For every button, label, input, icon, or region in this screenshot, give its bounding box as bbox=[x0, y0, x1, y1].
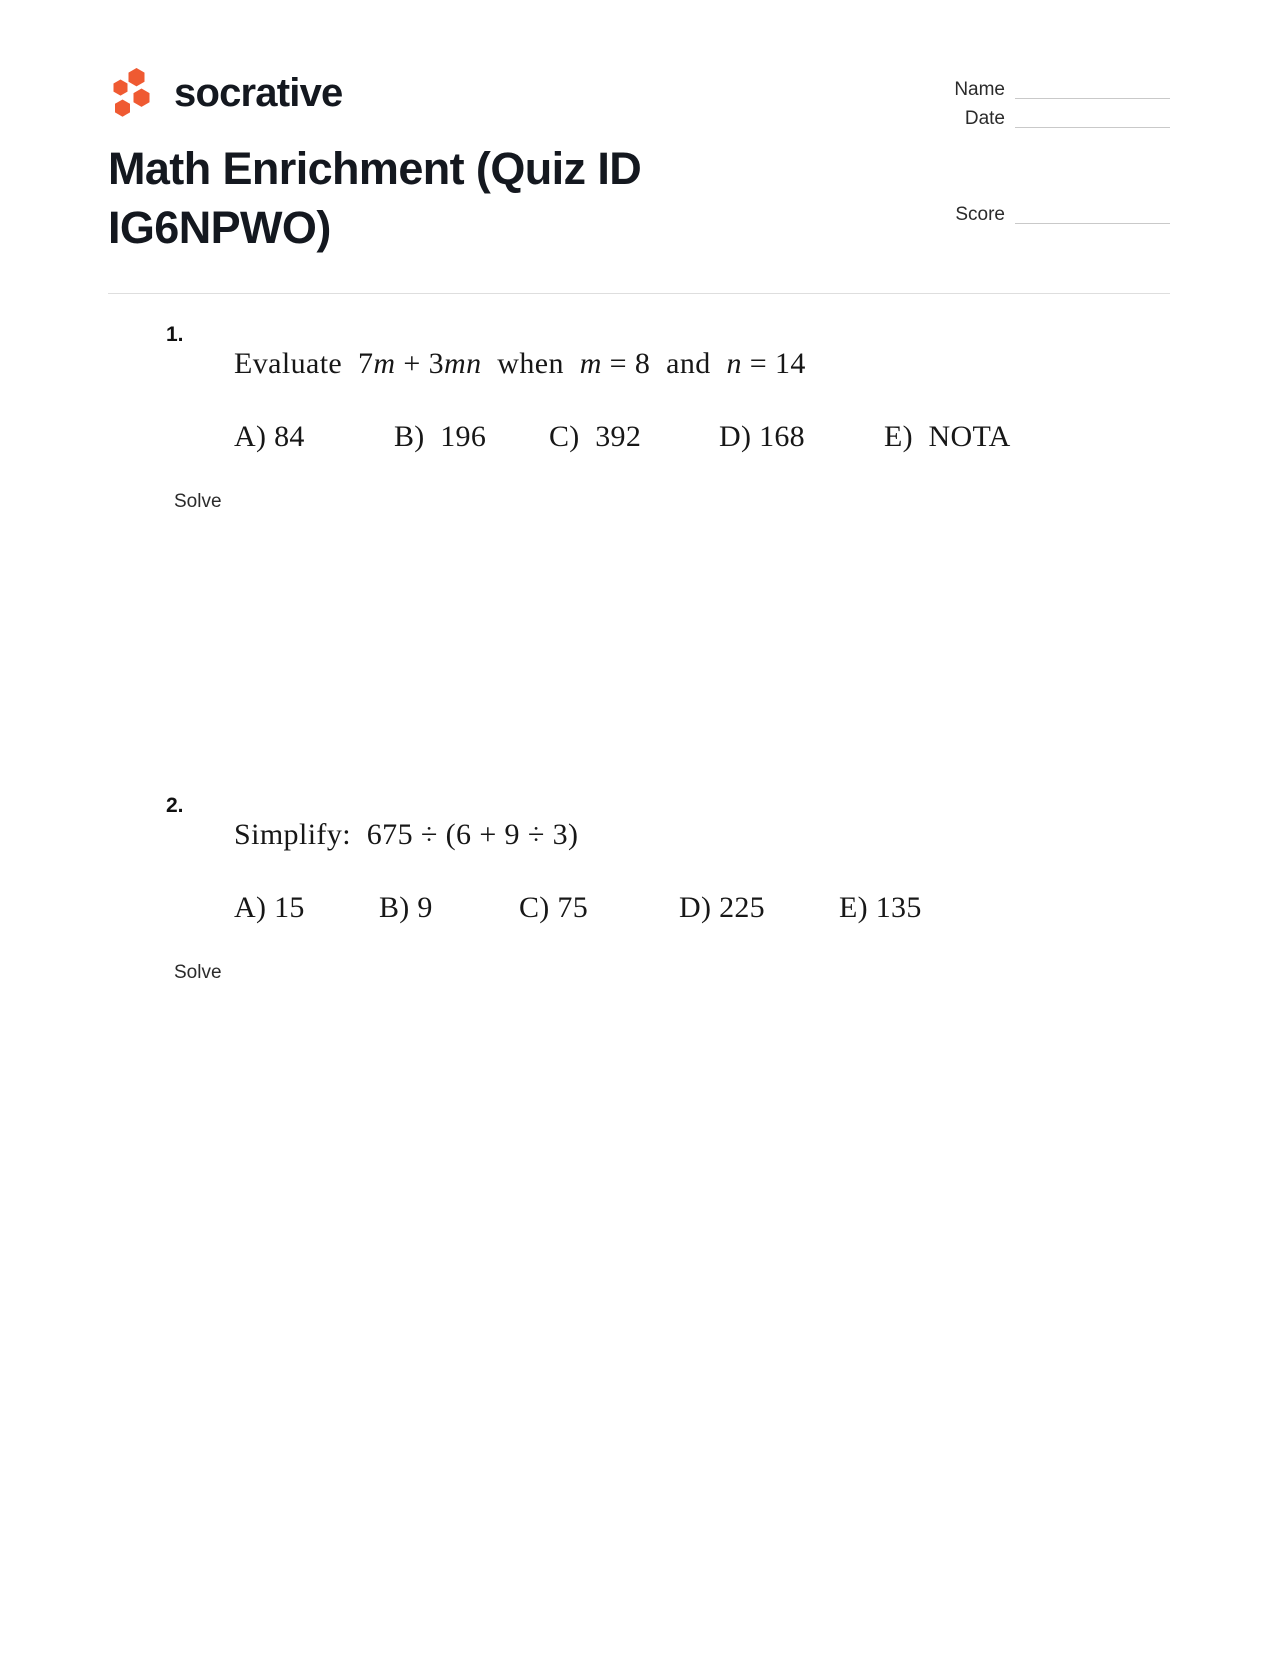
meta-spacer bbox=[920, 131, 1170, 198]
socrative-wordmark: socrative bbox=[174, 71, 343, 115]
page-header bbox=[0, 0, 1275, 227]
answer-workspace[interactable] bbox=[234, 513, 1170, 795]
question-item bbox=[108, 795, 1170, 1264]
prompt-when: when bbox=[497, 346, 564, 380]
option-letter-e: E) bbox=[884, 419, 913, 453]
student-info-block bbox=[920, 73, 1170, 227]
page-title: Math Enrichment (Quiz ID IG6NPWO) bbox=[108, 143, 642, 254]
option-letter-c: C) bbox=[549, 419, 580, 453]
questions-list bbox=[0, 324, 1275, 1264]
option-value-e: NOTA bbox=[928, 419, 1011, 453]
score-field-label: Score bbox=[955, 204, 1005, 225]
option-letter-b: B) bbox=[379, 890, 410, 924]
question-prompt bbox=[234, 346, 1170, 382]
option-value-b: 196 bbox=[440, 419, 487, 453]
prompt-coef-1: 7 bbox=[357, 346, 374, 380]
solve-label: Solve bbox=[174, 961, 222, 983]
date-field-row bbox=[920, 102, 1170, 131]
question-number: 2. bbox=[166, 793, 184, 817]
answer-option-e[interactable] bbox=[839, 890, 922, 926]
answer-option-d[interactable] bbox=[679, 890, 839, 926]
prompt-lead: Evaluate bbox=[234, 346, 343, 380]
answer-workspace[interactable] bbox=[234, 984, 1170, 1264]
prompt-var-m-2: m bbox=[579, 346, 602, 380]
option-value-d: 168 bbox=[759, 419, 805, 453]
solve-label: Solve bbox=[174, 490, 222, 512]
name-field-label: Name bbox=[954, 79, 1005, 100]
prompt-and: and bbox=[666, 346, 711, 380]
option-value-a: 15 bbox=[274, 890, 305, 924]
option-letter-c: C) bbox=[519, 890, 550, 924]
option-letter-e: E) bbox=[839, 890, 868, 924]
question-body bbox=[166, 324, 1170, 795]
option-value-d: 225 bbox=[719, 890, 765, 924]
prompt-plus: + bbox=[403, 346, 421, 380]
prompt-lead: Simplify: bbox=[234, 817, 351, 851]
date-field-input-line[interactable] bbox=[1015, 127, 1170, 128]
socrative-logo bbox=[108, 67, 342, 119]
socrative-hexagons-logo-icon bbox=[108, 67, 160, 119]
prompt-m-value: = 8 bbox=[609, 346, 651, 380]
answer-options bbox=[234, 419, 1170, 455]
question-prompt bbox=[234, 817, 1170, 853]
score-field-row bbox=[920, 198, 1170, 227]
question-number: 1. bbox=[166, 322, 184, 346]
name-field-row bbox=[920, 73, 1170, 102]
name-field-input-line[interactable] bbox=[1015, 98, 1170, 99]
prompt-var-mn: mn bbox=[444, 346, 482, 380]
answer-option-b[interactable] bbox=[379, 890, 519, 926]
option-value-a: 84 bbox=[274, 419, 305, 453]
answer-options bbox=[234, 890, 1170, 926]
answer-option-e[interactable] bbox=[884, 419, 1011, 455]
option-letter-b: B) bbox=[394, 419, 425, 453]
prompt-expression: 675 ÷ (6 + 9 ÷ 3) bbox=[366, 817, 579, 851]
answer-option-a[interactable] bbox=[234, 890, 379, 926]
option-value-c: 75 bbox=[557, 890, 589, 924]
option-letter-d: D) bbox=[679, 890, 712, 924]
answer-option-c[interactable] bbox=[519, 890, 679, 926]
prompt-coef-2: 3 bbox=[428, 346, 444, 380]
prompt-var-n: n bbox=[726, 346, 742, 380]
prompt-var-m-1: m bbox=[373, 346, 396, 380]
prompt-n-value: = 14 bbox=[749, 346, 806, 380]
option-letter-a: A) bbox=[234, 419, 267, 453]
option-value-e: 135 bbox=[875, 890, 922, 924]
option-value-b: 9 bbox=[417, 890, 433, 924]
date-field-label: Date bbox=[964, 108, 1005, 129]
score-field-input-line[interactable] bbox=[1015, 223, 1170, 224]
option-letter-d: D) bbox=[719, 419, 752, 453]
question-body bbox=[166, 795, 1170, 1264]
question-item bbox=[108, 324, 1170, 795]
answer-option-a[interactable] bbox=[234, 419, 394, 455]
header-divider bbox=[108, 293, 1170, 294]
option-value-c: 392 bbox=[595, 419, 642, 453]
answer-option-d[interactable] bbox=[719, 419, 884, 455]
option-letter-a: A) bbox=[234, 890, 267, 924]
answer-option-b[interactable] bbox=[394, 419, 549, 455]
answer-option-c[interactable] bbox=[549, 419, 719, 455]
